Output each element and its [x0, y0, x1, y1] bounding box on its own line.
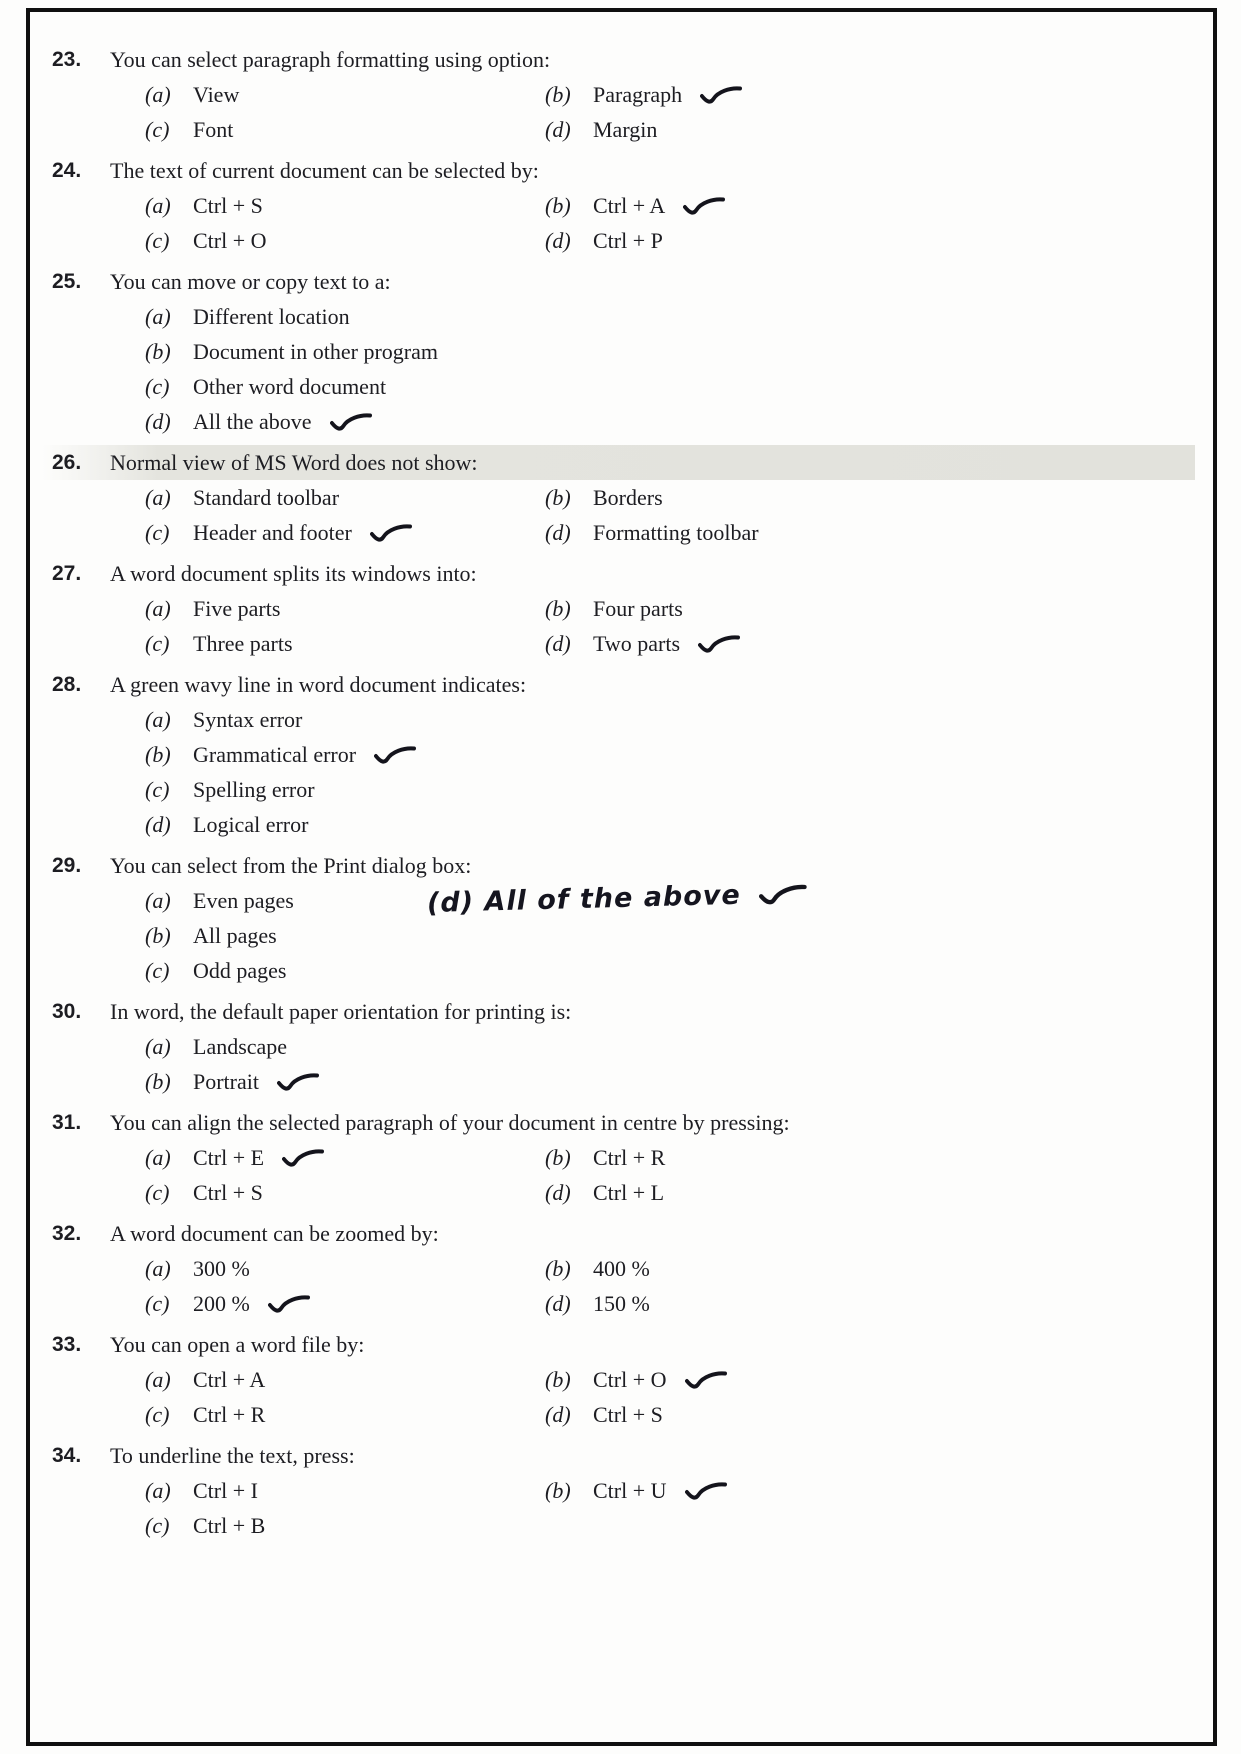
answer-option: [145, 591, 545, 626]
option-text: Syntax error: [193, 707, 303, 732]
option-label: (d): [545, 520, 571, 545]
question-block: [42, 556, 1195, 661]
check-mark-icon: [374, 744, 416, 766]
option-group: [145, 77, 1195, 147]
option-label: (c): [145, 520, 170, 545]
option-label: (a): [145, 1367, 171, 1392]
option-label: (c): [145, 117, 170, 142]
check-mark-icon: [370, 522, 412, 544]
question-number: 32.: [52, 1222, 82, 1245]
option-text: Grammatical error: [193, 742, 357, 767]
option-label: (d): [145, 812, 171, 837]
option-label: (b): [145, 923, 171, 948]
option-text: All pages: [193, 923, 277, 948]
option-text: Three parts: [193, 631, 293, 656]
option-label: (a): [145, 1034, 171, 1059]
option-text: 300 %: [193, 1256, 250, 1281]
answer-option: [145, 1473, 545, 1508]
question-number: 29.: [52, 854, 82, 877]
question-head: [42, 153, 1195, 188]
question-block: [42, 667, 1195, 842]
question-text: You can align the selected paragraph of your document in centre by pressing:: [110, 1110, 790, 1135]
answer-option: [545, 1473, 1195, 1508]
question-text: In word, the default paper orientation for printing is:: [110, 999, 572, 1024]
option-text: Ctrl + O: [593, 1367, 667, 1392]
question-text: To underline the text, press:: [110, 1443, 355, 1468]
question-block: [42, 1105, 1195, 1210]
option-label: (d): [145, 409, 171, 434]
option-label: (a): [145, 1256, 171, 1281]
answer-option: [545, 77, 1195, 112]
answer-option: [145, 334, 1195, 369]
option-label: (c): [145, 1513, 170, 1538]
option-label: (c): [145, 228, 170, 253]
answer-option: [145, 953, 1195, 988]
option-label: (b): [545, 485, 571, 510]
answer-option: [145, 515, 545, 550]
option-label: (b): [145, 1069, 171, 1094]
option-label: (d): [545, 1402, 571, 1427]
question-text: A word document can be zoomed by:: [110, 1221, 439, 1246]
option-group: [145, 1362, 1195, 1432]
question-block: [42, 1216, 1195, 1321]
answer-option: [545, 112, 1195, 147]
option-text: Font: [193, 117, 234, 142]
option-label: (d): [545, 117, 571, 142]
question-text: You can move or copy text to a:: [110, 269, 391, 294]
option-text: Even pages: [193, 888, 294, 913]
answer-option: [145, 1397, 545, 1432]
question-text: A word document splits its windows into:: [110, 561, 477, 586]
option-text: Document in other program: [193, 339, 438, 364]
option-text: Ctrl + B: [193, 1513, 266, 1538]
answer-option: [145, 369, 1195, 404]
option-group: [145, 299, 1195, 439]
question-text: Normal view of MS Word does not show:: [110, 450, 478, 475]
option-label: (a): [145, 304, 171, 329]
question-head: [42, 445, 1195, 480]
answer-option: [145, 480, 545, 515]
answer-option: [145, 772, 1195, 807]
option-text: Paragraph: [593, 82, 683, 107]
check-mark-icon: [758, 882, 807, 907]
option-text: Header and footer: [193, 520, 352, 545]
check-mark-icon: [277, 1071, 319, 1093]
question-number: 26.: [52, 451, 82, 474]
check-mark-icon: [700, 84, 742, 106]
option-text: Four parts: [593, 596, 683, 621]
question-block: [42, 42, 1195, 147]
option-text: Spelling error: [193, 777, 315, 802]
question-text: You can select paragraph formatting using option:: [110, 47, 551, 72]
answer-option: [145, 223, 545, 258]
option-group: [145, 1029, 1195, 1099]
answer-option: [145, 702, 1195, 737]
option-label: (d): [545, 1180, 571, 1205]
question-number: 34.: [52, 1444, 82, 1467]
answer-option: [145, 1251, 545, 1286]
option-label: (a): [145, 485, 171, 510]
question-head: [42, 1438, 1195, 1473]
check-mark-icon: [683, 195, 725, 217]
option-label: (b): [145, 742, 171, 767]
option-text: Ctrl + A: [593, 193, 666, 218]
answer-option: [145, 188, 545, 223]
option-text: Five parts: [193, 596, 281, 621]
option-text: 200 %: [193, 1291, 250, 1316]
question-list: [42, 42, 1195, 1543]
option-text: 400 %: [593, 1256, 650, 1281]
question-number: 24.: [52, 159, 82, 182]
answer-option: [145, 112, 545, 147]
answer-option: [545, 1140, 1195, 1175]
option-group: [145, 480, 1195, 550]
answer-option: [545, 626, 1195, 661]
option-label: (b): [545, 1367, 571, 1392]
option-group: [145, 1473, 1195, 1543]
question-number: 28.: [52, 673, 82, 696]
option-text: Ctrl + L: [593, 1180, 665, 1205]
answer-option: [545, 1175, 1195, 1210]
question-block: [42, 445, 1195, 550]
question-block: [42, 153, 1195, 258]
page-border-frame: [26, 8, 1217, 1746]
question-head: [42, 848, 1195, 883]
option-text: Margin: [593, 117, 658, 142]
option-text: Formatting toolbar: [593, 520, 759, 545]
option-text: Ctrl + S: [193, 1180, 263, 1205]
option-text: 150 %: [593, 1291, 650, 1316]
option-label: (a): [145, 888, 171, 913]
option-text: Ctrl + S: [193, 193, 263, 218]
check-mark-icon: [698, 633, 740, 655]
option-text: Standard toolbar: [193, 485, 340, 510]
answer-option: [145, 1064, 1195, 1099]
question-number: 33.: [52, 1333, 82, 1356]
option-text: Ctrl + I: [193, 1478, 258, 1503]
check-mark-icon: [268, 1293, 310, 1315]
option-label: (d): [545, 1291, 571, 1316]
answer-option: [145, 1029, 1195, 1064]
option-text: Portrait: [193, 1069, 259, 1094]
question-number: 31.: [52, 1111, 82, 1134]
question-number: 25.: [52, 270, 82, 293]
option-text: Ctrl + U: [593, 1478, 667, 1503]
option-label: (c): [145, 777, 170, 802]
answer-option: [145, 1175, 545, 1210]
option-label: (b): [545, 1145, 571, 1170]
question-head: [42, 42, 1195, 77]
answer-option: [545, 1251, 1195, 1286]
answer-option: [145, 299, 1195, 334]
option-label: (c): [145, 1291, 170, 1316]
option-label: (b): [545, 193, 571, 218]
option-text: Ctrl + O: [193, 228, 267, 253]
question-text: You can open a word file by:: [110, 1332, 365, 1357]
answer-option: [145, 1508, 545, 1543]
check-mark-icon: [685, 1480, 727, 1502]
option-label: (a): [145, 193, 171, 218]
question-head: [42, 1327, 1195, 1362]
option-label: (a): [145, 1478, 171, 1503]
answer-option: [145, 1286, 545, 1321]
answer-option: [145, 77, 545, 112]
option-label: (d): [545, 631, 571, 656]
check-mark-icon: [685, 1369, 727, 1391]
option-group: [145, 591, 1195, 661]
question-text: A green wavy line in word document indicates:: [110, 672, 527, 697]
answer-option: [145, 918, 1195, 953]
answer-option: [545, 188, 1195, 223]
option-text: Ctrl + R: [193, 1402, 266, 1427]
answer-option: [545, 223, 1195, 258]
option-text: Ctrl + E: [193, 1145, 265, 1170]
option-group: [145, 879, 1195, 988]
option-label: (b): [545, 1256, 571, 1281]
option-text: Two parts: [593, 631, 681, 656]
option-text: Logical error: [193, 812, 309, 837]
check-mark-icon: [330, 411, 372, 433]
option-text: Ctrl + P: [593, 228, 663, 253]
question-head: [42, 1216, 1195, 1251]
question-number: 23.: [52, 48, 82, 71]
question-text: The text of current document can be selected by:: [110, 158, 539, 183]
question-block: [42, 1327, 1195, 1432]
answer-option: [145, 737, 1195, 772]
answer-option: [545, 1286, 1195, 1321]
question-number: 30.: [52, 1000, 82, 1023]
option-label: (a): [145, 82, 171, 107]
check-mark-icon: [282, 1147, 324, 1169]
question-text: You can select from the Print dialog box:: [110, 853, 472, 878]
option-text: All the above: [193, 409, 312, 434]
option-text: Landscape: [193, 1034, 288, 1059]
question-block: [42, 264, 1195, 439]
option-text: View: [193, 82, 240, 107]
answer-option: [545, 480, 1195, 515]
answer-option: [545, 1362, 1195, 1397]
answer-option: [145, 1362, 545, 1397]
answer-option: [545, 1397, 1195, 1432]
answer-option: [545, 591, 1195, 626]
option-label: (c): [145, 631, 170, 656]
option-label: (a): [145, 596, 171, 621]
option-group: [145, 702, 1195, 842]
option-text: Odd pages: [193, 958, 287, 983]
option-group: [145, 1140, 1195, 1210]
answer-option: [545, 515, 1195, 550]
question-number: 27.: [52, 562, 82, 585]
option-text: Ctrl + A: [193, 1367, 266, 1392]
option-text: Ctrl + R: [593, 1145, 666, 1170]
option-label: (b): [545, 82, 571, 107]
answer-option: [145, 626, 545, 661]
option-label: (d): [545, 228, 571, 253]
option-label: (b): [545, 596, 571, 621]
question-block: [42, 1438, 1195, 1543]
option-label: (c): [145, 958, 170, 983]
option-label: (c): [145, 374, 170, 399]
answer-option: [145, 1140, 545, 1175]
answer-option: [145, 807, 1195, 842]
option-label: (a): [145, 707, 171, 732]
question-head: [42, 556, 1195, 591]
question-head: [42, 994, 1195, 1029]
option-label: (c): [145, 1180, 170, 1205]
handwritten-answer-text: (d) All of the above: [426, 879, 742, 919]
option-label: (b): [145, 339, 171, 364]
option-group: [145, 1251, 1195, 1321]
option-label: (c): [145, 1402, 170, 1427]
option-group: [145, 188, 1195, 258]
option-label: (a): [145, 1145, 171, 1170]
question-block: [42, 848, 1195, 988]
option-text: Different location: [193, 304, 350, 329]
option-text: Borders: [593, 485, 663, 510]
option-text: Other word document: [193, 374, 387, 399]
question-block: [42, 994, 1195, 1099]
question-head: [42, 667, 1195, 702]
option-label: (b): [545, 1478, 571, 1503]
question-head: [42, 1105, 1195, 1140]
question-head: [42, 264, 1195, 299]
option-text: Ctrl + S: [593, 1402, 663, 1427]
answer-option: [145, 404, 1195, 439]
